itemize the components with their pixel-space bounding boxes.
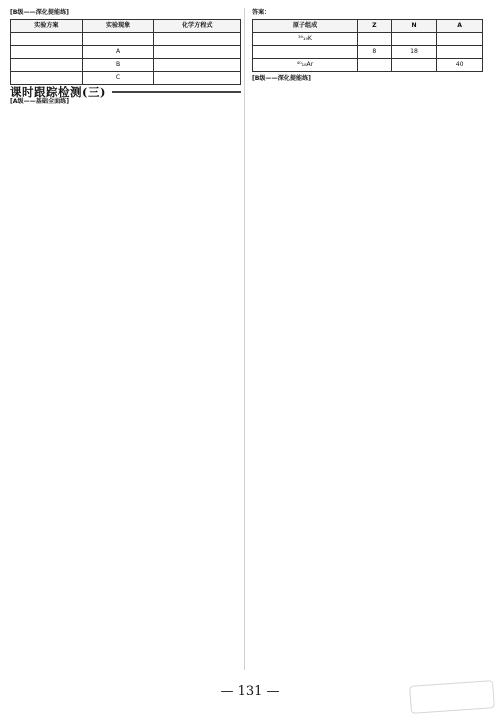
table-cell <box>82 33 154 46</box>
table-header: 原子组成 <box>253 20 358 33</box>
right-column <box>252 8 483 670</box>
section-heading: 课时跟踪检测(三) <box>10 85 106 100</box>
heading-rule <box>112 91 241 93</box>
table-row <box>253 59 483 72</box>
table-cell <box>437 46 483 59</box>
column-divider <box>244 8 245 670</box>
table-cell: 8 <box>358 46 392 59</box>
table-cell: A <box>82 46 154 59</box>
table-row <box>11 33 241 46</box>
table-cell <box>154 72 241 85</box>
atom-composition-table <box>252 19 483 72</box>
table-row <box>11 59 241 72</box>
section-b-header: [B级——深化提能练] <box>10 9 69 16</box>
section-a-header: [A级——基础全面练] <box>10 98 70 106</box>
watermark-logo <box>409 680 495 714</box>
table-cell <box>437 33 483 46</box>
table-cell: ⁴⁰₁₈Ar <box>253 59 358 72</box>
table-cell <box>154 59 241 72</box>
table-cell <box>154 46 241 59</box>
table-header: N <box>391 20 437 33</box>
table-cell: ³⁹₁₉K <box>253 33 358 46</box>
table-cell <box>11 46 83 59</box>
table-cell: 40 <box>437 59 483 72</box>
table-row <box>253 46 483 59</box>
table-header: 实验方案 <box>11 20 83 33</box>
page-number: — 131 — <box>220 684 280 699</box>
table-cell <box>11 59 83 72</box>
table-cell <box>11 33 83 46</box>
table-cell <box>154 33 241 46</box>
table-cell <box>358 59 392 72</box>
table-header: Z <box>358 20 392 33</box>
table-cell: C <box>82 72 154 85</box>
section-heading-banner <box>10 85 241 100</box>
table-cell <box>391 59 437 72</box>
experiment-table <box>10 19 241 85</box>
answer-label: 答案： <box>252 9 271 16</box>
table-cell <box>253 46 358 59</box>
left-column <box>10 8 241 670</box>
table-cell <box>11 72 83 85</box>
table-header: 化学方程式 <box>154 20 241 33</box>
table-cell: 18 <box>391 46 437 59</box>
table-header: A <box>437 20 483 33</box>
table-cell <box>391 33 437 46</box>
table-row <box>11 72 241 85</box>
table-row <box>253 33 483 46</box>
table-row <box>11 46 241 59</box>
table-cell <box>358 33 392 46</box>
table-header: 实验现象 <box>82 20 154 33</box>
table-cell: B <box>82 59 154 72</box>
section-b-header: [B级——深化提能练] <box>252 75 311 83</box>
